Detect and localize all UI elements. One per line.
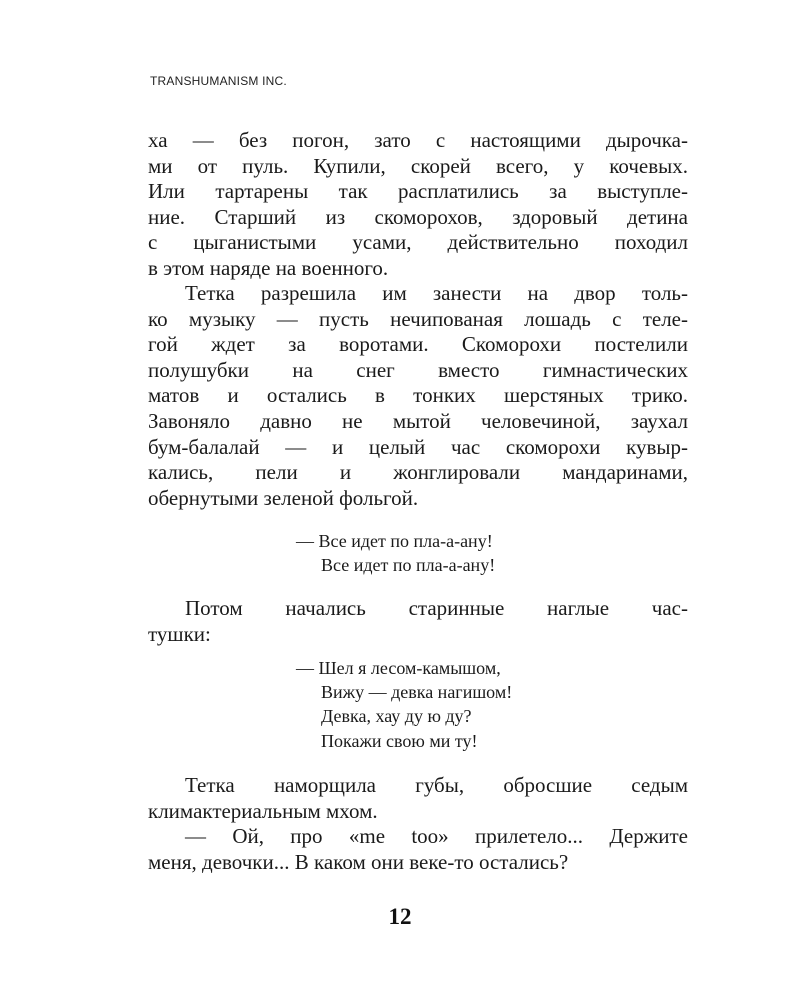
text-line: ние. Старший из скоморохов, здоровый детина	[148, 204, 688, 229]
text-line: матов и остались в тонких шерстяных трико.	[148, 383, 688, 408]
text-line: меня, девочки... В каком они веке-то остались?	[148, 849, 569, 874]
verse-line: Покажи свою ми ту!	[321, 730, 478, 751]
text-line: — Ой, про «me too» прилетело... Держите	[185, 824, 688, 848]
text-line: Завоняло давно не мытой человечиной, заухал	[148, 408, 688, 433]
text-line: в этом наряде на военного.	[148, 255, 389, 280]
text-line: климактериальным мхом.	[148, 798, 378, 823]
verse-line: Девка, хау ду ю ду?	[321, 706, 472, 727]
text-line: кались, пели и жонглировали мандаринами,	[148, 460, 688, 485]
verse-line: — Шел я лесом-камышом,	[296, 658, 501, 678]
paragraph-1	[148, 128, 688, 282]
text-line: тушки:	[148, 621, 211, 646]
paragraph-2	[148, 281, 688, 511]
song-verse-2	[296, 656, 512, 753]
text-line: бум-балалай — и целый час скоморохи кувыр-	[148, 434, 688, 459]
verse-line: — Все идет по пла-а-ану!	[296, 531, 493, 551]
page-number: 12	[388, 904, 412, 929]
text-line: Тетка разрешила им занести на двор толь-	[185, 281, 688, 305]
paragraph-3	[148, 596, 688, 647]
text-line: Потом начались старинные наглые час-	[185, 596, 688, 620]
paragraph-4	[148, 773, 688, 824]
paragraph-5	[148, 824, 688, 875]
verse-line: Вижу — девка нагишом!	[321, 682, 513, 703]
text-line: с цыганистыми усами, действительно походил	[148, 230, 688, 255]
text-line: Тетка наморщила губы, обросшие седым	[185, 773, 688, 797]
text-line: ми от пуль. Купили, скорей всего, у кочевых.	[148, 153, 688, 178]
text-line: ко музыку — пусть нечипованая лошадь с теле-	[148, 306, 688, 331]
song-verse-1	[296, 529, 495, 577]
running-head: TRANSHUMANISM INC.	[150, 74, 287, 88]
verse-line: Все идет по пла-а-ану!	[321, 555, 496, 576]
text-line: гой ждет за воротами. Скоморохи постелили	[148, 332, 688, 357]
text-line: ха — без погон, зато с настоящими дырочка-	[148, 128, 688, 152]
text-line: Или тартарены так расплатились за выступле-	[148, 179, 688, 204]
text-line: обернутыми зеленой фольгой.	[148, 485, 419, 510]
text-line: полушубки на снег вместо гимнастических	[148, 357, 688, 382]
